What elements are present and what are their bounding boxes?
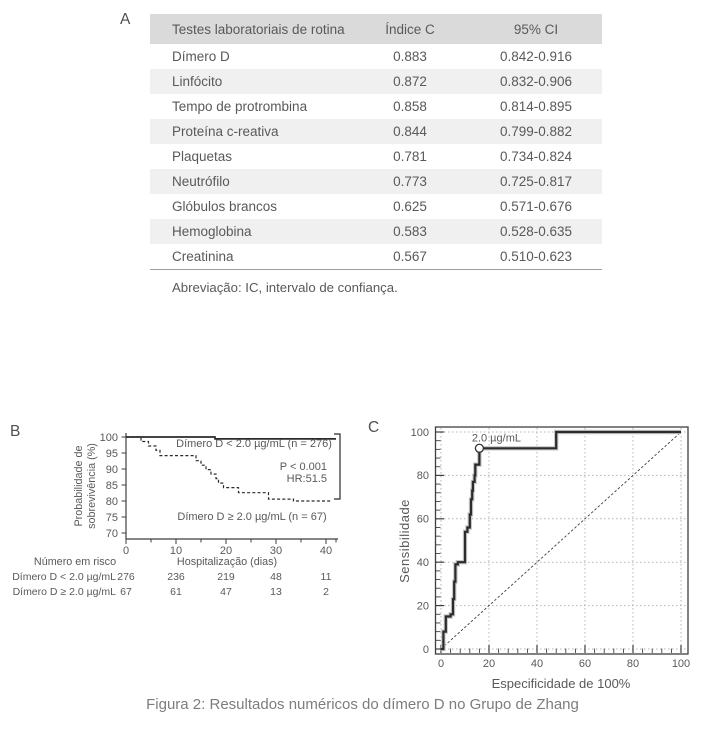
risk-row-value: 47: [220, 586, 232, 598]
ci-value: 0.725-0.817: [499, 174, 573, 189]
panel-c-label: C: [368, 419, 380, 436]
km-x-tick-label: 40: [319, 545, 333, 557]
c-index-value: 0.625: [393, 199, 427, 214]
risk-row-value: 2: [323, 586, 329, 598]
ci-value: 0.814-0.895: [499, 99, 573, 114]
risk-row-value: 236: [167, 571, 185, 583]
km-y-tick-label: 70: [105, 527, 118, 540]
ci-value: 0.571-0.676: [499, 199, 573, 214]
ci-value: 0.510-0.623: [499, 249, 573, 264]
km-hr-annotation: HR:51.5: [286, 473, 327, 485]
test-name: Dímero D: [172, 49, 230, 64]
column-header-tests: Testes laboratoriais de rotina: [172, 21, 345, 37]
roc-x-tick-label: 0: [437, 658, 445, 670]
km-x-axis-title: Hospitalização (dias): [176, 556, 278, 568]
test-name: Creatinina: [172, 249, 234, 264]
c-index-value: 0.872: [393, 74, 427, 89]
test-name: Tempo de protrombina: [172, 99, 308, 114]
km-y-axis-title: Probabilidade de: [73, 445, 85, 527]
roc-y-tick-label: 40: [416, 557, 429, 569]
test-name: Neutrófilo: [172, 174, 230, 189]
c-index-value: 0.844: [393, 124, 427, 139]
roc-x-tick-label: 40: [530, 658, 544, 670]
ci-value: 0.799-0.882: [499, 124, 573, 139]
c-index-value: 0.858: [393, 99, 427, 114]
km-y-tick-label: 85: [105, 479, 118, 492]
km-x-tick-label: 10: [169, 545, 183, 557]
ci-value: 0.528-0.635: [499, 224, 573, 239]
test-name: Proteína c-reativa: [172, 124, 279, 139]
ci-value: 0.734-0.824: [499, 149, 573, 164]
risk-row-value: 61: [170, 586, 182, 598]
km-pvalue-annotation: P < 0.001: [279, 461, 327, 473]
panel-a-label: A: [120, 11, 131, 28]
risk-row-label: Dímero D < 2.0 µg/mL: [12, 571, 116, 583]
km-x-tick-label: 0: [122, 545, 130, 557]
c-index-value: 0.583: [393, 224, 427, 239]
column-header-cindex: Índice C: [385, 21, 435, 37]
ci-value: 0.842-0.916: [499, 49, 573, 64]
roc-cutoff-label: 2.0 µg/mL: [471, 432, 521, 445]
roc-x-tick-label: 60: [578, 658, 592, 670]
table-footnote: Abreviação: IC, intervalo de confiança.: [172, 280, 398, 295]
panel-b-label: B: [10, 423, 21, 440]
c-index-value: 0.781: [393, 149, 427, 164]
km-y-tick-label: 95: [105, 447, 118, 460]
test-name: Plaquetas: [172, 149, 233, 164]
risk-row-label: Dímero D ≥ 2.0 µg/mL: [12, 586, 116, 598]
test-name: Glóbulos brancos: [172, 199, 278, 214]
roc-y-tick-label: 80: [416, 470, 429, 483]
km-comparison-bracket: [334, 434, 340, 499]
km-y-tick-label: 80: [105, 495, 118, 508]
ci-value: 0.832-0.906: [499, 74, 573, 89]
risk-row-value: 219: [217, 571, 235, 583]
figure-caption: Figura 2: Resultados numéricos do dímero D no Grupo de Zhang: [146, 696, 579, 713]
km-y-tick-label: 100: [99, 431, 118, 444]
test-name: Linfócito: [172, 74, 223, 89]
c-index-value: 0.773: [393, 174, 427, 189]
roc-y-axis-title: Sensibilidade: [397, 499, 412, 583]
km-x-tick-label: 30: [269, 545, 283, 557]
risk-row-value: 67: [120, 586, 132, 598]
roc-plot-frame: [436, 427, 689, 654]
roc-x-axis-title: Especificidade de 100%: [491, 676, 631, 691]
km-y-axis-title: sobrevivência (%): [86, 443, 98, 529]
km-series-label-high: Dímero D ≥ 2.0 µg/mL (n = 67): [177, 511, 327, 523]
roc-y-tick-label: 20: [416, 600, 429, 613]
column-header-ci: 95% CI: [513, 21, 559, 37]
risk-row-value: 13: [270, 586, 282, 598]
roc-x-tick-label: 100: [671, 658, 691, 670]
risk-row-value: 48: [270, 571, 282, 583]
roc-y-tick-label: 0: [422, 643, 429, 656]
roc-x-tick-label: 80: [626, 658, 640, 670]
km-y-tick-label: 75: [105, 511, 118, 524]
roc-x-tick-label: 20: [482, 658, 496, 670]
roc-cutoff-marker: [475, 444, 483, 452]
risk-row-value: 11: [320, 571, 332, 583]
roc-y-tick-label: 100: [410, 426, 429, 439]
km-series-label-low: Dímero D < 2.0 µg/mL (n = 276): [176, 438, 332, 450]
km-x-tick-label: 20: [219, 545, 233, 557]
risk-row-value: 276: [117, 571, 135, 583]
c-index-value: 0.883: [393, 49, 427, 64]
risk-table-title: Número em risco: [33, 556, 117, 568]
roc-y-tick-label: 60: [416, 513, 429, 526]
km-y-tick-label: 90: [105, 463, 118, 476]
c-index-value: 0.567: [393, 249, 427, 264]
test-name: Hemoglobina: [172, 224, 252, 239]
